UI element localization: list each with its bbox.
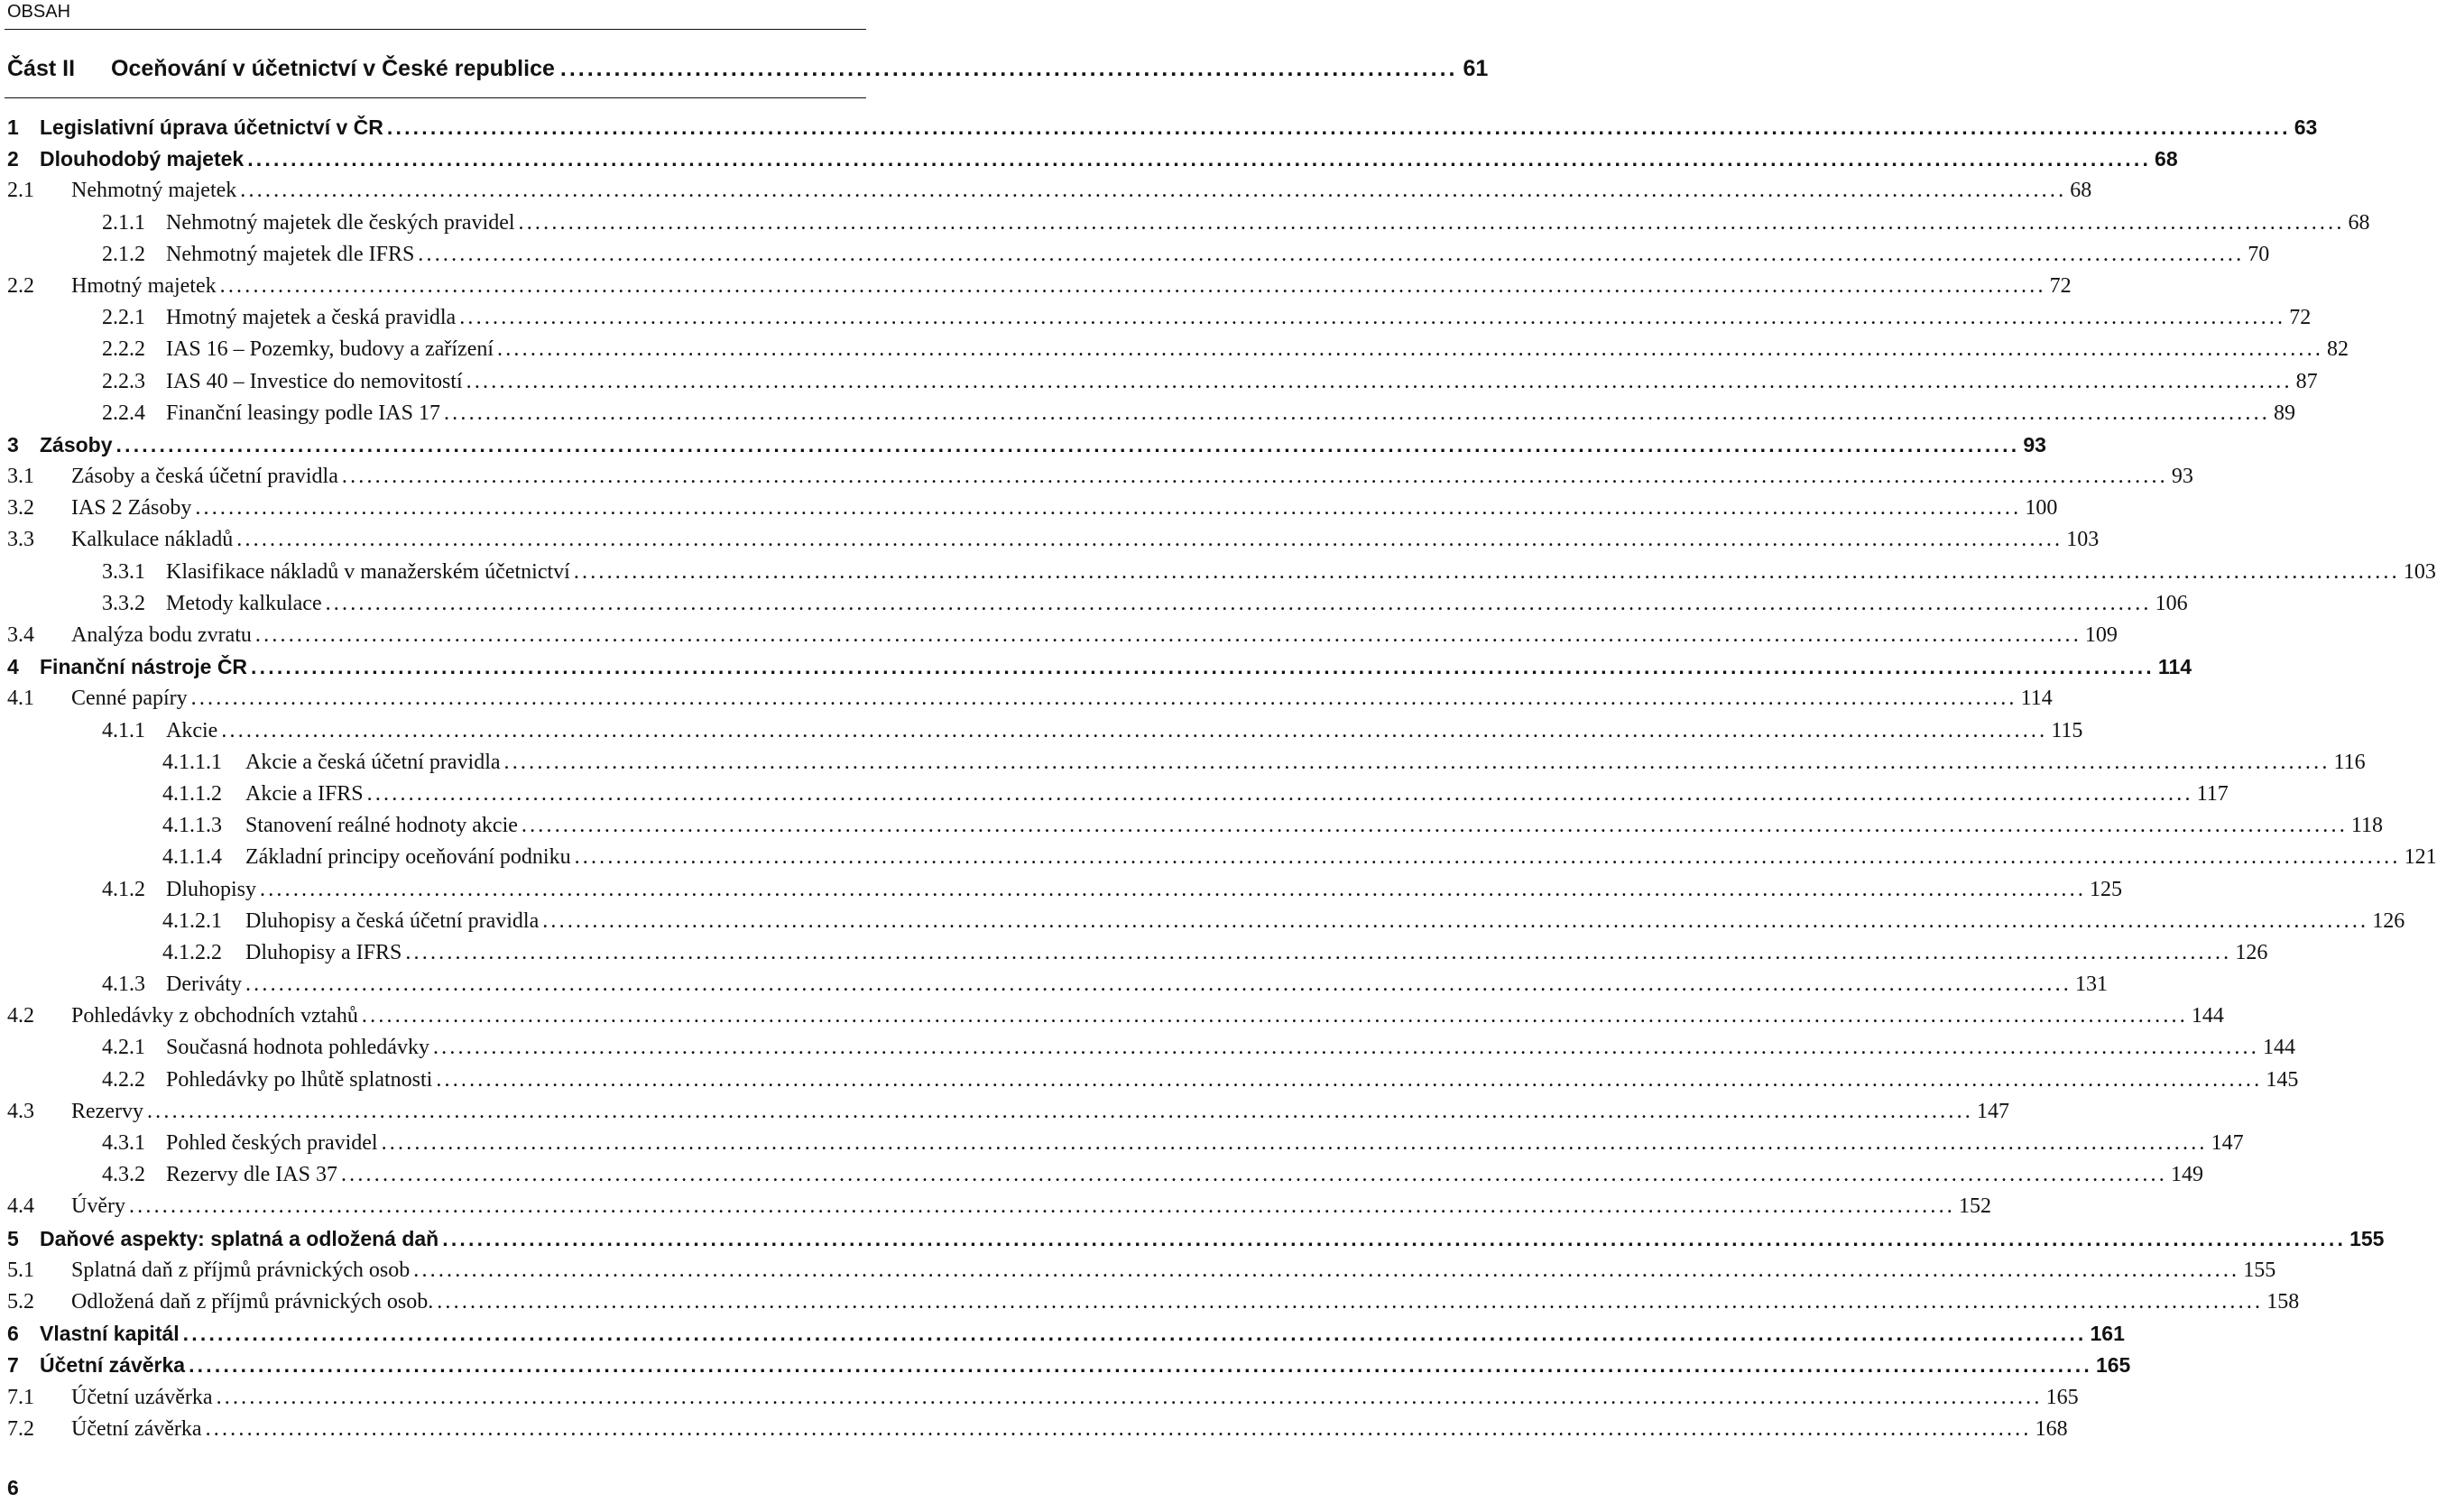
dot-leader: ............................................................................................................................................................................................................................ bbox=[518, 210, 2345, 235]
toc-entry bbox=[7, 715, 2083, 747]
toc-entry-number: 3.3 bbox=[7, 528, 34, 552]
toc-entry-number: 4.3 bbox=[7, 1099, 34, 1123]
toc-entry bbox=[7, 1382, 2079, 1414]
toc-entry-page: 93 bbox=[2023, 432, 2046, 456]
toc-entry-title: Rezervy dle IAS 37 bbox=[166, 1163, 337, 1187]
toc-entry-title: Cenné papíry bbox=[71, 687, 188, 711]
toc-entry-title: Úvěry bbox=[71, 1194, 125, 1219]
dot-leader: ............................................................................................................................................................................................................................ bbox=[221, 718, 2048, 742]
toc-entry-page: 155 bbox=[2243, 1258, 2276, 1282]
toc-entry-number: 3.2 bbox=[7, 496, 34, 521]
toc-entry-page: 152 bbox=[1958, 1194, 1991, 1219]
toc-entry bbox=[7, 874, 2123, 906]
toc-entry-title: Analýza bodu zvratu bbox=[71, 623, 252, 647]
dot-leader: ............................................................................................................................................................................................................................ bbox=[245, 973, 2072, 997]
toc-entry-title: IAS 40 – Investice do nemovitostí bbox=[166, 369, 463, 393]
toc-entry-page: 70 bbox=[2248, 242, 2270, 266]
dot-leader: .................................................................................................... bbox=[559, 56, 1458, 81]
toc-entry bbox=[7, 651, 2192, 683]
toc-entry bbox=[7, 1350, 2131, 1381]
toc-entry-number: 4.1.2.1 bbox=[162, 908, 222, 933]
dot-leader: ............................................................................................................................................................................................................................ bbox=[432, 1036, 2259, 1060]
toc-entry-page: 68 bbox=[2348, 210, 2370, 235]
dot-leader: ............................................................................................................................................................................................................................ bbox=[503, 750, 2331, 774]
part-page: 61 bbox=[1463, 56, 1489, 81]
toc-entry bbox=[7, 620, 2118, 651]
dot-leader: ............................................................................................................................................................................................................................ bbox=[325, 591, 2152, 615]
toc-entry-title: Nehmotný majetek dle IFRS bbox=[166, 242, 415, 266]
toc-entry-number: 4.1.2 bbox=[102, 877, 145, 901]
toc-entry-title: Finanční leasingy podle IAS 17 bbox=[166, 401, 440, 425]
dot-leader: ............................................................................................................................................................................................................................ bbox=[361, 1004, 2188, 1028]
toc-entry-title: Pohled českých pravidel bbox=[166, 1131, 378, 1155]
toc-entry-title: Dluhopisy a IFRS bbox=[245, 940, 402, 964]
toc-entry-page: 103 bbox=[2403, 559, 2436, 584]
toc-entry-page: 72 bbox=[2049, 273, 2072, 298]
dot-leader: ............................................................................................................................................................................................................................ bbox=[366, 781, 2193, 806]
toc-entry-number: 4.2.2 bbox=[102, 1067, 145, 1092]
toc-entry-number: 4 bbox=[7, 655, 19, 679]
toc-entry-number: 2.1.2 bbox=[102, 242, 145, 266]
dot-leader: ............................................................................................................................................................................................................................ bbox=[146, 1099, 1973, 1123]
toc-entry-title: Finanční nástroje ČR bbox=[40, 655, 248, 679]
toc-entry-title: Klasifikace nákladů v manažerském účetnictví bbox=[166, 559, 570, 584]
toc-entry-title: Účetní uzávěrka bbox=[71, 1385, 213, 1409]
dot-leader: ............................................................................................................................................................................................................................ bbox=[381, 1131, 2208, 1155]
toc-entry bbox=[7, 175, 2092, 207]
toc-entry bbox=[7, 1032, 2295, 1064]
toc-entry-number: 2.2.4 bbox=[102, 401, 145, 425]
dot-leader: ............................................................................................................................................................................................................................ bbox=[115, 432, 2020, 456]
dot-leader: ............................................................................................................................................................................................................................ bbox=[216, 1385, 2043, 1409]
part-title: Oceňování v účetnictví v České republice bbox=[111, 56, 555, 81]
toc-entry-title: Dlouhodobý majetek bbox=[40, 147, 245, 171]
toc-entry-title: Dluhopisy bbox=[166, 877, 257, 901]
toc-entry bbox=[7, 842, 2437, 873]
dot-leader: ............................................................................................................................................................................................................................ bbox=[574, 845, 2401, 870]
toc-entry bbox=[7, 1159, 2203, 1191]
toc-entry-page: 109 bbox=[2084, 623, 2118, 647]
toc-entry-number: 7 bbox=[7, 1353, 19, 1378]
toc-entry bbox=[7, 1096, 2009, 1128]
dot-leader: ............................................................................................................................................................................................................................ bbox=[418, 242, 2245, 266]
toc-entry-title: IAS 2 Zásoby bbox=[71, 496, 192, 521]
toc-entry-page: 118 bbox=[2350, 814, 2384, 838]
toc-entry-page: 117 bbox=[2196, 781, 2229, 806]
toc-entry-title: Nehmotný majetek bbox=[71, 179, 237, 203]
toc-entry bbox=[7, 398, 2295, 429]
dot-leader: ............................................................................................................................................................................................................................ bbox=[240, 179, 2067, 203]
toc-entry-number: 4.3.1 bbox=[102, 1131, 145, 1155]
toc-entry bbox=[7, 366, 2318, 398]
toc-entry-title: Daňové aspekty: splatná a odložená daň bbox=[40, 1226, 439, 1250]
toc-entry bbox=[7, 493, 2058, 524]
dot-leader: ............................................................................................................................................................................................................................ bbox=[521, 814, 2348, 838]
toc-entry-page: 144 bbox=[2262, 1036, 2295, 1060]
toc-entry-number: 3.3.2 bbox=[102, 591, 145, 615]
toc-entry bbox=[7, 557, 2436, 588]
dot-leader: ............................................................................................................................................................................................................................ bbox=[386, 115, 2291, 139]
dot-leader: ............................................................................................................................................................................................................................ bbox=[195, 496, 2022, 521]
toc-entry bbox=[7, 1000, 2224, 1032]
dot-leader: ............................................................................................................................................................................................................................ bbox=[413, 1258, 2240, 1282]
toc-entry-number: 3.3.1 bbox=[102, 559, 145, 584]
toc-entry-number: 4.1 bbox=[7, 687, 34, 711]
dot-leader: ............................................................................................................................................................................................................................ bbox=[247, 147, 2152, 171]
toc-entry-page: 114 bbox=[2157, 655, 2192, 679]
toc-entry-number: 5.2 bbox=[7, 1289, 34, 1314]
toc-entry-number: 4.2.1 bbox=[102, 1036, 145, 1060]
toc-entry-number: 2 bbox=[7, 147, 19, 171]
dot-leader: ............................................................................................................................................................................................................................ bbox=[189, 1353, 2092, 1378]
toc-entry bbox=[7, 937, 2268, 969]
toc-entry bbox=[7, 1318, 2125, 1350]
toc-entry-number: 7.1 bbox=[7, 1385, 34, 1409]
toc-entry-page: 82 bbox=[2327, 337, 2349, 362]
toc-entry-number: 6 bbox=[7, 1322, 19, 1346]
toc-entry-number: 4.1.2.2 bbox=[162, 940, 222, 964]
toc-entry-page: 145 bbox=[2266, 1067, 2299, 1092]
toc-entry-title: Hmotný majetek a česká pravidla bbox=[166, 306, 457, 330]
toc-entry-number: 4.2 bbox=[7, 1004, 34, 1028]
toc-entry-page: 158 bbox=[2266, 1289, 2300, 1314]
toc-entry-number: 5 bbox=[7, 1226, 19, 1250]
toc-entry bbox=[7, 302, 2312, 334]
toc-entry-page: 115 bbox=[2051, 718, 2083, 742]
toc-entry-number: 1 bbox=[7, 115, 19, 139]
toc-entry-title: Nehmotný majetek dle českých pravidel bbox=[166, 210, 515, 235]
dot-leader: ............................................................................................................................................................................................................................ bbox=[405, 940, 2232, 964]
toc-entry bbox=[7, 271, 2072, 302]
toc-entry bbox=[7, 747, 2366, 779]
toc-entry bbox=[7, 1255, 2276, 1286]
toc-entry-title: Dluhopisy a česká účetní pravidla bbox=[245, 908, 540, 933]
toc-entry-number: 4.4 bbox=[7, 1194, 34, 1219]
toc-entry-page: 68 bbox=[2070, 179, 2092, 203]
toc-entry-page: 93 bbox=[2171, 465, 2193, 489]
top-rule bbox=[5, 29, 866, 30]
toc-entry-title: Stanovení reálné hodnoty akcie bbox=[245, 814, 518, 838]
toc-entry bbox=[7, 906, 2405, 937]
toc-entry-page: 103 bbox=[2066, 528, 2100, 552]
part-number: Část II bbox=[7, 56, 76, 81]
toc-entry bbox=[7, 143, 2178, 175]
toc-entry-page: 72 bbox=[2289, 306, 2312, 330]
toc-entry-number: 7.2 bbox=[7, 1416, 34, 1441]
toc-entry bbox=[7, 112, 2318, 143]
toc-entry-page: 161 bbox=[2090, 1322, 2125, 1346]
toc-entry-title: Účetní závěrka bbox=[40, 1353, 186, 1378]
toc-entry-number: 4.1.1.1 bbox=[162, 750, 222, 774]
dot-leader: ............................................................................................................................................................................................................................ bbox=[442, 1226, 2347, 1250]
dot-leader: ............................................................................................................................................................................................................................ bbox=[497, 337, 2324, 362]
dot-leader: ............................................................................................................................................................................................................................ bbox=[436, 1067, 2263, 1092]
toc-entry-page: 168 bbox=[2035, 1416, 2068, 1441]
running-head: OBSAH bbox=[7, 2, 71, 22]
dot-leader: ............................................................................................................................................................................................................................ bbox=[219, 273, 2046, 298]
toc-entry-title: Kalkulace nákladů bbox=[71, 528, 234, 552]
toc-entry-number: 2.1.1 bbox=[102, 210, 145, 235]
toc-entry-title: Deriváty bbox=[166, 973, 242, 997]
toc-entry-page: 121 bbox=[2404, 845, 2437, 870]
toc-entry-title: Akcie bbox=[166, 718, 218, 742]
toc-entry-number: 3.1 bbox=[7, 465, 34, 489]
dot-leader: ............................................................................................................................................................................................................................ bbox=[459, 306, 2286, 330]
toc-entry-title: Metody kalkulace bbox=[166, 591, 322, 615]
toc-entry-number: 2.2 bbox=[7, 273, 34, 298]
toc-entry-page: 126 bbox=[2372, 908, 2405, 933]
toc-entry bbox=[7, 461, 2193, 493]
toc-entry bbox=[7, 810, 2384, 842]
toc-entry-number: 4.1.3 bbox=[102, 973, 145, 997]
toc-entry-page: 131 bbox=[2074, 973, 2108, 997]
toc-entry-number: 3.4 bbox=[7, 623, 34, 647]
toc-entry-number: 3 bbox=[7, 432, 19, 456]
toc-entry-page: 149 bbox=[2170, 1163, 2203, 1187]
toc-entry bbox=[7, 1128, 2244, 1159]
toc-entry bbox=[7, 588, 2188, 620]
toc-entry-page: 63 bbox=[2294, 115, 2318, 139]
toc-entry-title: Hmotný majetek bbox=[71, 273, 217, 298]
toc-entry bbox=[7, 1223, 2385, 1255]
dot-leader: ............................................................................................................................................................................................................................ bbox=[182, 1322, 2087, 1346]
dot-leader: ............................................................................................................................................................................................................................ bbox=[542, 908, 2369, 933]
toc-entry-number: 4.3.2 bbox=[102, 1163, 145, 1187]
toc-entry-page: 147 bbox=[2211, 1131, 2244, 1155]
toc-entry-page: 114 bbox=[2020, 687, 2053, 711]
toc-entry-title: Zásoby bbox=[40, 432, 113, 456]
dot-leader: ............................................................................................................................................................................................................................ bbox=[236, 528, 2063, 552]
toc-entry bbox=[7, 1286, 2300, 1318]
dot-leader: ............................................................................................................................................................................................................................ bbox=[341, 465, 2168, 489]
dot-leader: ............................................................................................................................................................................................................................ bbox=[573, 559, 2400, 584]
toc-entry-number: 5.1 bbox=[7, 1258, 34, 1282]
toc-entry-title: Pohledávky z obchodních vztahů bbox=[71, 1004, 358, 1028]
toc-entry bbox=[7, 239, 2270, 271]
part-heading bbox=[7, 56, 1489, 88]
toc-entry-title: Základní principy oceňování podniku bbox=[245, 845, 571, 870]
heading-rule bbox=[5, 97, 866, 98]
toc-entry-title: IAS 16 – Pozemky, budovy a zařízení bbox=[166, 337, 494, 362]
toc-entry bbox=[7, 429, 2046, 461]
page-number: 6 bbox=[7, 1476, 19, 1499]
toc-entry-number: 2.2.1 bbox=[102, 306, 145, 330]
toc-entry-title: Akcie a IFRS bbox=[245, 781, 364, 806]
toc-entry-page: 165 bbox=[2095, 1353, 2131, 1378]
toc-entry bbox=[7, 524, 2100, 556]
toc-entry-page: 144 bbox=[2191, 1004, 2224, 1028]
toc-entry bbox=[7, 969, 2108, 1000]
toc-entry-title: Akcie a česká účetní pravidla bbox=[245, 750, 501, 774]
toc-entry-page: 126 bbox=[2235, 940, 2268, 964]
dot-leader: ............................................................................................................................................................................................................................ bbox=[340, 1163, 2167, 1187]
toc-entry-page: 106 bbox=[2155, 591, 2188, 615]
toc-entry-number: 2.1 bbox=[7, 179, 34, 203]
toc-entry-page: 125 bbox=[2090, 877, 2123, 901]
toc-entry bbox=[7, 683, 2053, 715]
toc-entry bbox=[7, 779, 2229, 810]
toc-entry-number: 2.2.2 bbox=[102, 337, 145, 362]
toc-entry-number: 2.2.3 bbox=[102, 369, 145, 393]
toc-entry-title: Účetní závěrka bbox=[71, 1416, 202, 1441]
toc-entry-title: Současná hodnota pohledávky bbox=[166, 1036, 429, 1060]
toc-entry bbox=[7, 1414, 2068, 1445]
dot-leader: ............................................................................................................................................................................................................................ bbox=[443, 401, 2270, 425]
dot-leader: ............................................................................................................................................................................................................................ bbox=[128, 1194, 1955, 1219]
toc-entry-number: 4.1.1 bbox=[102, 718, 145, 742]
toc-entry-page: 155 bbox=[2349, 1226, 2385, 1250]
toc-entry-page: 165 bbox=[2045, 1385, 2079, 1409]
toc-entry-page: 87 bbox=[2295, 369, 2318, 393]
toc-entry-title: Zásoby a česká účetní pravidla bbox=[71, 465, 338, 489]
dot-leader: ............................................................................................................................................................................................................................ bbox=[260, 877, 2087, 901]
toc-entry-page: 100 bbox=[2025, 496, 2058, 521]
toc-entry-title: Splatná daň z příjmů právnických osob bbox=[71, 1258, 411, 1282]
toc-entry bbox=[7, 334, 2349, 365]
dot-leader: ............................................................................................................................................................................................................................ bbox=[254, 623, 2082, 647]
dot-leader: ............................................................................................................................................................................................................................ bbox=[205, 1416, 2032, 1441]
toc-entry-number: 4.1.1.2 bbox=[162, 781, 222, 806]
toc-entry bbox=[7, 1191, 1991, 1222]
dot-leader: ............................................................................................................................................................................................................................ bbox=[466, 369, 2293, 393]
toc-entry-page: 147 bbox=[1976, 1099, 2009, 1123]
table-of-contents bbox=[7, 112, 2437, 1445]
toc-entry-title: Rezervy bbox=[71, 1099, 143, 1123]
toc-entry bbox=[7, 207, 2370, 239]
dot-leader: ............................................................................................................................................................................................................................ bbox=[190, 687, 2017, 711]
dot-leader: ............................................................................................................................................................................................................................ bbox=[437, 1289, 2264, 1314]
toc-entry-title: Vlastní kapitál bbox=[40, 1322, 180, 1346]
toc-entry-title: Pohledávky po lhůtě splatnosti bbox=[166, 1067, 433, 1092]
toc-entry bbox=[7, 1065, 2299, 1096]
toc-entry-number: 4.1.1.3 bbox=[162, 814, 222, 838]
toc-entry-title: Odložená daň z příjmů právnických osob. bbox=[71, 1289, 434, 1314]
toc-entry-page: 89 bbox=[2273, 401, 2295, 425]
toc-entry-number: 4.1.1.4 bbox=[162, 845, 222, 870]
toc-entry-title: Legislativní úprava účetnictví v ČR bbox=[40, 115, 383, 139]
dot-leader: ............................................................................................................................................................................................................................ bbox=[251, 655, 2155, 679]
toc-entry-page: 68 bbox=[2155, 147, 2178, 171]
toc-entry-page: 116 bbox=[2333, 750, 2366, 774]
